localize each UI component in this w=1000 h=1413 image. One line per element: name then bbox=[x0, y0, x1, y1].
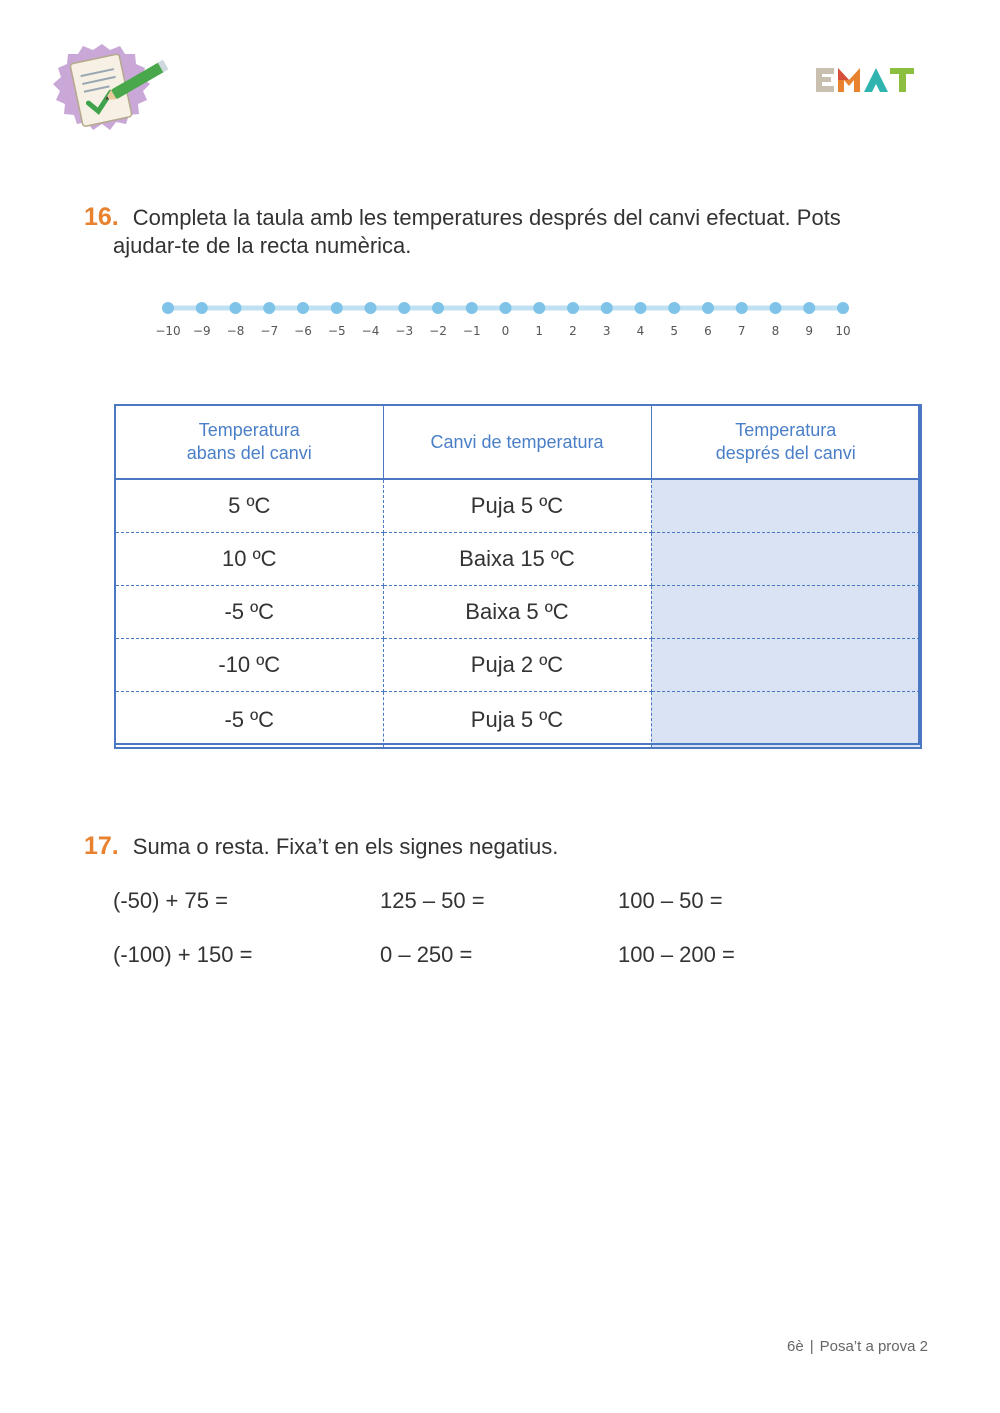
number-line-label: −6 bbox=[294, 324, 312, 338]
number-line-label: 1 bbox=[535, 324, 544, 338]
number-line-label: 8 bbox=[771, 324, 780, 338]
question-number: 17. bbox=[84, 832, 119, 860]
cell-change: Baixa 15 ºC bbox=[383, 533, 651, 586]
number-line-point bbox=[567, 302, 579, 314]
table-row bbox=[115, 639, 921, 692]
table-row bbox=[115, 692, 921, 749]
number-line-point bbox=[770, 302, 782, 314]
number-line-label: −5 bbox=[327, 324, 346, 338]
cell-before: 10 ºC bbox=[115, 533, 383, 586]
number-line-label: −2 bbox=[429, 324, 447, 338]
footer-title: Posa’t a prova 2 bbox=[819, 1338, 928, 1355]
number-line-label: −10 bbox=[155, 324, 181, 338]
cell-before: -5 ºC bbox=[115, 692, 383, 749]
cell-before: -5 ºC bbox=[115, 586, 383, 639]
number-line-point bbox=[601, 302, 613, 314]
exercise[interactable]: 125 – 50 = bbox=[380, 888, 485, 913]
cell-before: 5 ºC bbox=[115, 479, 383, 533]
question-text: Suma o resta. Fixa’t en els signes negatius. bbox=[132, 834, 559, 859]
number-line-label: −7 bbox=[260, 324, 279, 338]
number-line-label: 7 bbox=[737, 324, 746, 338]
number-line-point bbox=[398, 302, 410, 314]
table-row bbox=[115, 479, 921, 533]
number-line-label: 5 bbox=[670, 324, 679, 338]
number-line-label: −1 bbox=[462, 324, 481, 338]
answer-cell[interactable] bbox=[651, 533, 921, 586]
number-line-point bbox=[365, 302, 377, 314]
header-after: Temperatura després del canvi bbox=[651, 405, 921, 479]
header-change: Canvi de temperatura bbox=[383, 405, 651, 479]
number-line-point bbox=[331, 302, 343, 314]
table-row bbox=[115, 586, 921, 639]
number-line-point bbox=[466, 302, 478, 314]
number-line-point bbox=[635, 302, 647, 314]
number-line-point bbox=[736, 302, 748, 314]
cell-change: Puja 5 ºC bbox=[383, 692, 651, 749]
number-line-label: −9 bbox=[192, 324, 211, 338]
temperature-table bbox=[114, 404, 922, 749]
exercise[interactable]: (-50) + 75 = bbox=[113, 888, 228, 913]
number-line-label: 10 bbox=[835, 324, 851, 338]
table-header-row bbox=[115, 405, 921, 479]
number-line-label: 0 bbox=[501, 324, 510, 338]
number-line-point bbox=[263, 302, 275, 314]
number-line-point bbox=[668, 302, 680, 314]
number-line-label: 6 bbox=[704, 324, 712, 338]
number-line-point bbox=[162, 302, 174, 314]
number-line-point bbox=[432, 302, 444, 314]
table-row bbox=[115, 533, 921, 586]
emat-logo bbox=[816, 66, 916, 94]
exercise[interactable]: 100 – 200 = bbox=[618, 942, 735, 967]
cell-change: Puja 5 ºC bbox=[383, 479, 651, 533]
exercise[interactable]: (-100) + 150 = bbox=[113, 942, 253, 967]
header-before: Temperatura abans del canvi bbox=[115, 405, 383, 479]
number-line-label: 3 bbox=[602, 324, 611, 338]
cell-change: Puja 2 ºC bbox=[383, 639, 651, 692]
answer-cell[interactable] bbox=[651, 586, 921, 639]
question-number: 16. bbox=[84, 203, 119, 231]
number-line-point bbox=[196, 302, 208, 314]
answer-cell[interactable] bbox=[651, 639, 921, 692]
page-footer bbox=[787, 1338, 928, 1355]
number-line-point bbox=[297, 302, 309, 314]
number-line-label: −8 bbox=[226, 324, 245, 338]
cell-before: -10 ºC bbox=[115, 639, 383, 692]
number-line-label: 2 bbox=[569, 324, 577, 338]
number-line bbox=[150, 296, 860, 346]
number-line-point bbox=[837, 302, 849, 314]
number-line-label: 4 bbox=[636, 324, 645, 338]
exercise[interactable]: 0 – 250 = bbox=[380, 942, 473, 967]
number-line-point bbox=[230, 302, 242, 314]
number-line-label: 9 bbox=[805, 324, 814, 338]
number-line-point bbox=[500, 302, 512, 314]
footer-grade: 6è bbox=[787, 1338, 804, 1355]
number-line-label: −3 bbox=[395, 324, 414, 338]
question-text-line2: ajudar-te de la recta numèrica. bbox=[113, 233, 412, 258]
answer-cell[interactable] bbox=[651, 692, 921, 749]
exercise[interactable]: 100 – 50 = bbox=[618, 888, 723, 913]
footer-separator: | bbox=[809, 1338, 814, 1355]
number-line-point bbox=[702, 302, 714, 314]
question-text-line1: Completa la taula amb les temperatures després del canvi efectuat. Pots bbox=[132, 205, 841, 230]
checklist-badge-icon bbox=[40, 40, 180, 150]
number-line-point bbox=[803, 302, 815, 314]
question-17 bbox=[84, 831, 558, 862]
cell-change: Baixa 5 ºC bbox=[383, 586, 651, 639]
number-line-point bbox=[533, 302, 545, 314]
question-16 bbox=[84, 203, 924, 260]
number-line-label: −4 bbox=[361, 324, 380, 338]
answer-cell[interactable] bbox=[651, 479, 921, 533]
